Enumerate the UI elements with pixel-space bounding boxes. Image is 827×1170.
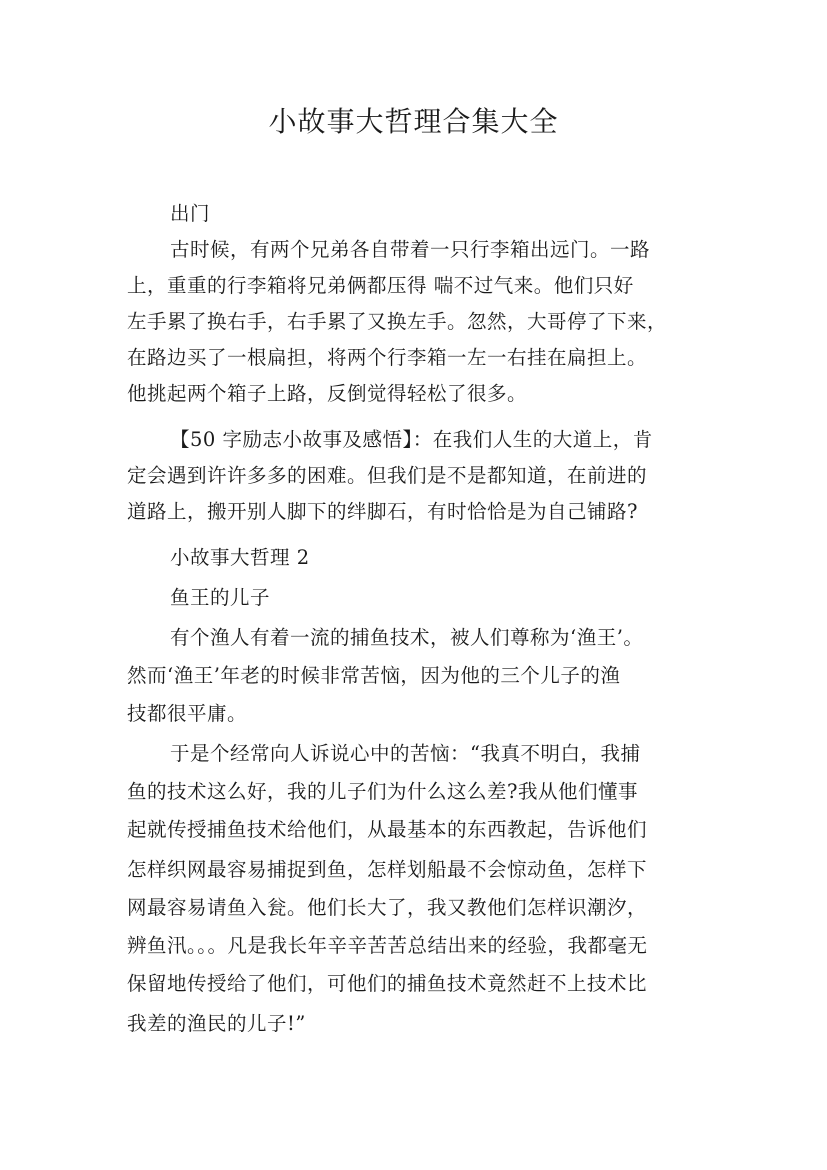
paragraph-line: 【50 字励志小故事及感悟】：在我们人生的大道上，肯 <box>170 428 653 451</box>
paragraph-line: 技都很平庸。 <box>127 702 248 725</box>
paragraph-line: 有个渔人有着一流的捕鱼技术，被人们尊称为‘渔王’。 <box>170 626 644 649</box>
paragraph-line: 然而‘渔王’年老的时候非常苦恼，因为他的三个儿子的渔 <box>127 664 621 687</box>
section-heading-yuwang: 鱼王的儿子 <box>170 586 271 609</box>
paragraph-line: 保留地传授给了他们，可他们的捕鱼技术竟然赶不上技术比 <box>127 972 648 995</box>
paragraph-line: 网最容易请鱼入瓮。他们长大了，我又教他们怎样识潮汐， <box>127 896 648 919</box>
paragraph-line: 他挑起两个箱子上路，反倒觉得轻松了很多。 <box>127 382 528 405</box>
paragraph-line: 古时候，有两个兄弟各自带着一只行李箱出远门。一路 <box>170 238 651 261</box>
paragraph-line: 怎样织网最容易捕捉到鱼，怎样划船最不会惊动鱼，怎样下 <box>127 858 648 881</box>
paragraph-line: 在路边买了一根扁担，将两个行李箱一左一右挂在扁担上。 <box>127 346 648 369</box>
section-heading-chumen: 出门 <box>170 202 211 225</box>
paragraph-line: 鱼的技术这么好，我的儿子们为什么这么差?我从他们懂事 <box>127 780 638 803</box>
paragraph-line: 辨鱼汛。。。凡是我长年辛辛苦苦总结出来的经验，我都毫无 <box>127 934 648 957</box>
document-title: 小故事大哲理合集大全 <box>268 105 559 138</box>
paragraph-line: 我差的渔民的儿子!” <box>127 1012 306 1035</box>
paragraph-line: 道路上，搬开别人脚下的绊脚石，有时恰恰是为自己铺路? <box>127 500 638 523</box>
paragraph-line: 于是个经常向人诉说心中的苦恼：“我真不明白，我捕 <box>170 742 641 765</box>
section-heading-story-2: 小故事大哲理 2 <box>170 546 310 569</box>
paragraph-line: 上，重重的行李箱将兄弟俩都压得 喘不过气来。他们只好 <box>127 274 634 297</box>
paragraph-line: 起就传授捕鱼技术给他们，从最基本的东西教起，告诉他们 <box>127 818 648 841</box>
paragraph-line: 左手累了换右手，右手累了又换左手。忽然，大哥停了下来， <box>127 310 668 333</box>
paragraph-line: 定会遇到许许多多的困难。但我们是不是都知道，在前进的 <box>127 464 648 487</box>
